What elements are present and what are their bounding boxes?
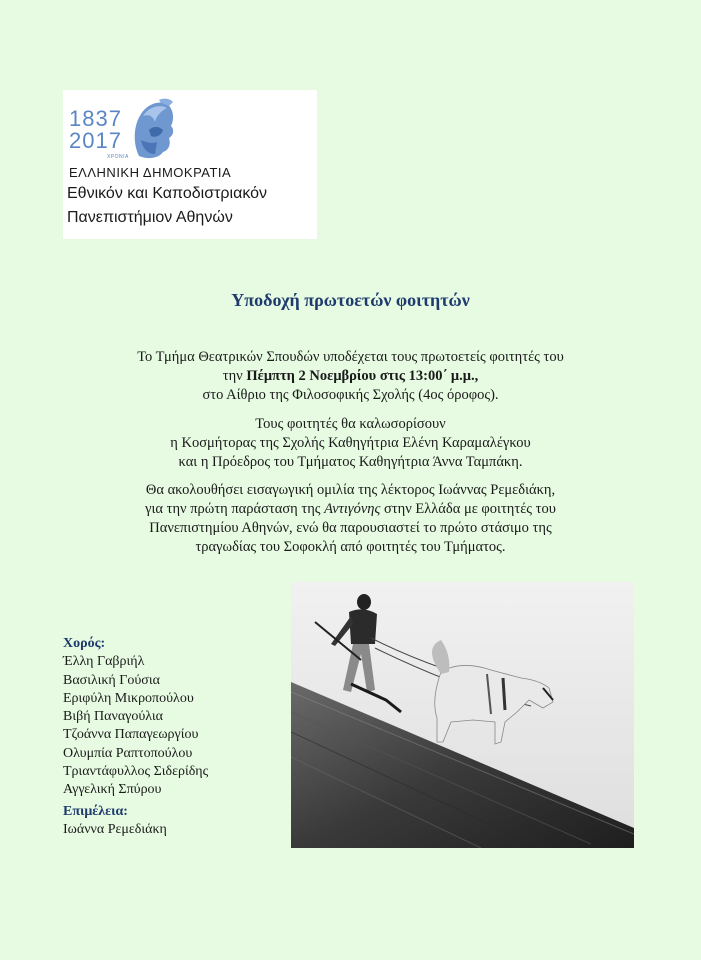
paragraph-3-line-2-suffix: στην Ελλάδα με φοιτητές του xyxy=(380,501,556,517)
university-logo xyxy=(63,90,317,239)
chorus-member: Τζοάννα Παπαγεωργίου xyxy=(63,727,199,743)
paragraph-2-line-2: η Κοσμήτορας της Σχολής Καθηγήτρια Ελένη Καραμαλέγκου xyxy=(170,435,531,451)
logo-line-university-2: Πανεπιστήμιον Αθηνών xyxy=(67,209,233,226)
logo-line-republic: ΕΛΛΗΝΙΚΗ ΔΗΜΟΚΡΑΤΙΑ xyxy=(69,165,232,180)
chorus-member: Έλλη Γαβριήλ xyxy=(63,654,145,670)
paragraph-2-line-1: Τους φοιτητές θα καλωσορίσουν xyxy=(255,416,446,432)
paragraph-1-line-2 xyxy=(0,367,701,386)
paragraph-2-line-3: και η Πρόεδρος του Τμήματος Καθηγήτρια Άννα Ταμπάκη. xyxy=(178,454,523,470)
paragraph-3-line-2 xyxy=(0,500,701,519)
logo-year-end: 2017 xyxy=(69,128,122,153)
chorus-member: Βιβή Παναγούλια xyxy=(63,709,163,725)
chorus-member: Ολυμπία Ραπτοπούλου xyxy=(63,745,193,761)
cast-list xyxy=(63,635,208,839)
paragraph-3-line-1: Θα ακολουθήσει εισαγωγική ομιλία της λέκτορος Ιωάννας Ρεμεδιάκη, xyxy=(145,482,556,498)
paragraph-1-line-2-prefix: την xyxy=(222,368,247,384)
logo-kronia: ΧΡΟΝΙΑ xyxy=(107,154,129,160)
paragraph-3-line-3: Πανεπιστημίου Αθηνών, ενώ θα παρουσιαστεί το πρώτο στάσιμο της xyxy=(149,520,552,536)
athena-head-icon xyxy=(129,96,177,162)
logo-year-start: 1837 xyxy=(69,106,122,131)
announcement-paragraph-3 xyxy=(0,481,701,557)
logo-line-university-1: Εθνικόν και Καποδιστριακόν xyxy=(67,185,268,202)
plowing-photograph xyxy=(291,582,634,848)
chorus-member: Βασιλική Γούσια xyxy=(63,672,160,688)
event-date-time: Πέμπτη 2 Νοεμβρίου στις 13:00΄ μ.μ., xyxy=(246,368,479,384)
paragraph-3-line-2-prefix: για την πρώτη παράσταση της xyxy=(145,501,325,517)
announcement-paragraph-1 xyxy=(0,348,701,405)
page-title: Υποδοχή πρωτοετών φοιτητών xyxy=(231,290,470,310)
logo-years xyxy=(69,108,122,152)
supervision-heading: Επιμέλεια: xyxy=(63,803,128,819)
chorus-member: Αγγελική Σπύρου xyxy=(63,782,162,798)
chorus-heading: Χορός: xyxy=(63,636,106,651)
play-title-antigone: Αντιγόνης xyxy=(324,501,381,517)
paragraph-1-line-1: Το Τμήμα Θεατρικών Σπουδών υποδέχεται τους πρωτοετείς φοιτητές του xyxy=(137,349,564,365)
supervisor-name: Ιωάννα Ρεμεδιάκη xyxy=(63,821,167,837)
paragraph-1-line-3: στο Αίθριο της Φιλοσοφικής Σχολής (4ος όροφος). xyxy=(202,387,499,403)
chorus-member: Εριφύλη Μικροπούλου xyxy=(63,690,194,706)
announcement-paragraph-2 xyxy=(0,415,701,472)
chorus-member: Τριαντάφυλλος Σιδερίδης xyxy=(63,764,209,780)
paragraph-3-line-4: τραγωδίας του Σοφοκλή από φοιτητές του Τμήματος. xyxy=(195,539,506,555)
